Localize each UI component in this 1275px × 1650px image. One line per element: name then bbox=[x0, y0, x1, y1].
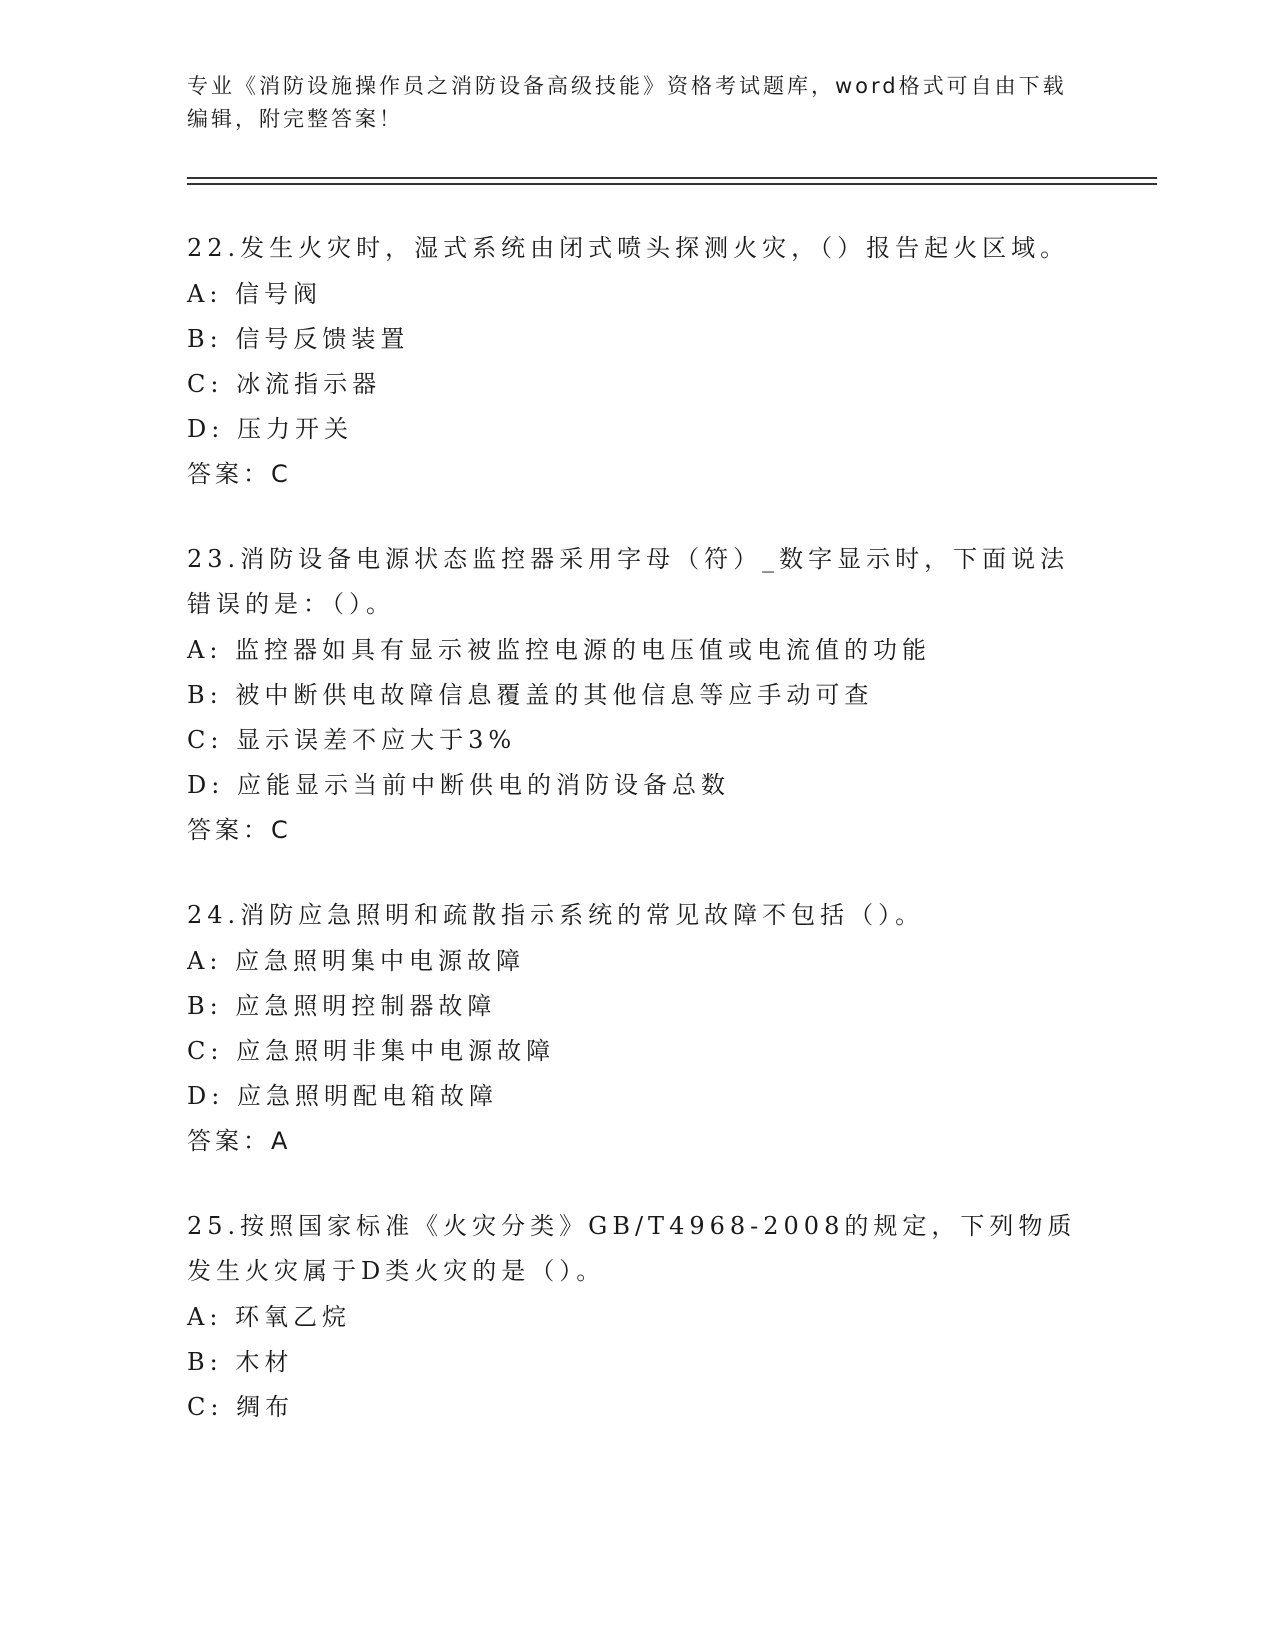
option-d: D: 应能显示当前中断供电的消防设备总数 bbox=[187, 771, 730, 799]
answer-line: 答案：C bbox=[187, 460, 292, 488]
option-a: A: 应急照明集中电源故障 bbox=[187, 947, 526, 975]
option-c: C: 绸布 bbox=[187, 1393, 295, 1421]
answer-line: 答案：A bbox=[187, 1127, 292, 1155]
question-stem: 25.按照国家标准《火灾分类》GB/T4968-2008的规定，下列物质发生火灾属于D类火灾的是（）。 bbox=[187, 1212, 1077, 1285]
header-rule-bottom bbox=[187, 183, 1157, 185]
option-b: B: 被中断供电故障信息覆盖的其他信息等应手动可查 bbox=[187, 681, 874, 709]
header-rule-top bbox=[187, 177, 1157, 179]
option-c: C: 应急照明非集中电源故障 bbox=[187, 1037, 556, 1065]
question-23 bbox=[187, 537, 1087, 853]
question-list bbox=[187, 226, 1087, 1470]
question-25 bbox=[187, 1204, 1087, 1430]
option-a: A: 环氧乙烷 bbox=[187, 1303, 352, 1331]
answer-line: 答案：C bbox=[187, 816, 292, 844]
option-c: C: 显示误差不应大于3% bbox=[187, 726, 517, 754]
option-b: B: 木材 bbox=[187, 1348, 294, 1376]
document-header: 专业《消防设施操作员之消防设备高级技能》资格考试题库，word格式可自由下载编辑，附完整答案！ bbox=[187, 74, 1067, 131]
option-d: D: 压力开关 bbox=[187, 415, 353, 443]
option-c: C: 冰流指示器 bbox=[187, 370, 382, 398]
question-stem: 22.发生火灾时，湿式系统由闭式喷头探测火灾，（）报告起火区域。 bbox=[187, 234, 1070, 262]
option-a: A: 监控器如具有显示被监控电源的电压值或电流值的功能 bbox=[187, 636, 932, 664]
question-stem: 23.消防设备电源状态监控器采用字母（符）_数字显示时，下面说法错误的是：（）。 bbox=[187, 545, 1070, 618]
question-stem: 24.消防应急照明和疏散指示系统的常见故障不包括（）。 bbox=[187, 901, 925, 929]
option-b: B: 信号反馈装置 bbox=[187, 325, 410, 353]
question-24 bbox=[187, 893, 1087, 1164]
option-a: A: 信号阀 bbox=[187, 280, 323, 308]
option-b: B: 应急照明控制器故障 bbox=[187, 992, 497, 1020]
question-22 bbox=[187, 226, 1087, 497]
option-d: D: 应急照明配电箱故障 bbox=[187, 1082, 498, 1110]
